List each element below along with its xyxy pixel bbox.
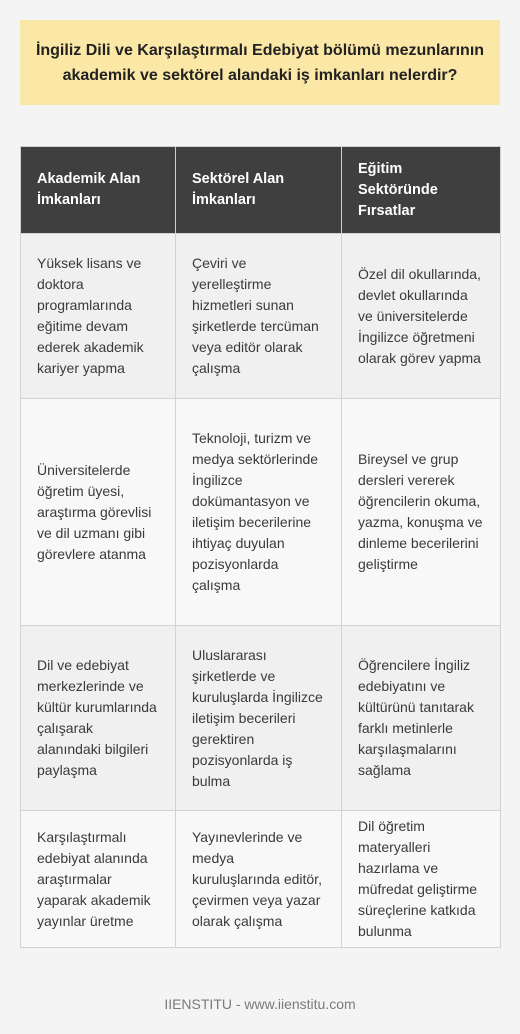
table-row — [21, 626, 501, 811]
table-header — [21, 147, 501, 234]
table-cell: Yüksek lisans ve doktora programlarında eğitime devam ederek akademik kariyer yapma — [21, 234, 176, 399]
table-cell: Özel dil okullarında, devlet okullarında ve üniversitelerde İngilizce öğretmeni olarak görev yapma — [342, 234, 501, 399]
table-cell: Üniversitelerde öğretim üyesi, araştırma görevlisi ve dil uzmanı gibi görevlere atanma — [21, 399, 176, 626]
header-academic: Akademik Alan İmkanları — [21, 147, 176, 234]
table-body — [21, 234, 501, 948]
footer-credit: IIENSTITU - www.iienstitu.com — [164, 996, 356, 1012]
table-row — [21, 234, 501, 399]
comparison-table — [20, 146, 501, 948]
table-row — [21, 399, 501, 626]
header-sectoral: Sektörel Alan İmkanları — [176, 147, 342, 234]
table-cell: Yayınevlerinde ve medya kuruluşlarında editör, çevirmen veya yazar olarak çalışma — [176, 811, 342, 948]
table-row — [21, 811, 501, 948]
table-cell: Uluslararası şirketlerde ve kuruluşlarda İngilizce iletişim becerileri gerektiren pozisyonlarda iş bulma — [176, 626, 342, 811]
title-banner — [20, 20, 500, 105]
table-cell: Teknoloji, turizm ve medya sektörlerinde İngilizce dokümantasyon ve iletişim becerilerine ihtiyaç duyulan pozisyonlarda çalışma — [176, 399, 342, 626]
page-title: İngiliz Dili ve Karşılaştırmalı Edebiyat bölümü mezunlarının akademik ve sektörel alandaki iş imkanları nelerdir? — [35, 41, 485, 84]
table-cell: Çeviri ve yerelleştirme hizmetleri sunan şirketlerde tercüman veya editör olarak çalışma — [176, 234, 342, 399]
table-cell: Dil öğretim materyalleri hazırlama ve müfredat geliştirme süreçlerine katkıda bulunma — [342, 811, 501, 948]
table-cell: Bireysel ve grup dersleri vererek öğrencilerin okuma, yazma, konuşma ve dinleme becerilerini geliştirme — [342, 399, 501, 626]
table-cell: Dil ve edebiyat merkezlerinde ve kültür kurumlarında çalışarak alanındaki bilgileri paylaşma — [21, 626, 176, 811]
table-cell: Öğrencilere İngiliz edebiyatını ve kültürünü tanıtarak farklı metinlerle karşılaşmalarını sağlama — [342, 626, 501, 811]
header-row — [21, 147, 501, 234]
table-cell: Karşılaştırmalı edebiyat alanında araştırmalar yaparak akademik yayınlar üretme — [21, 811, 176, 948]
header-education: Eğitim Sektöründe Fırsatlar — [342, 147, 501, 234]
